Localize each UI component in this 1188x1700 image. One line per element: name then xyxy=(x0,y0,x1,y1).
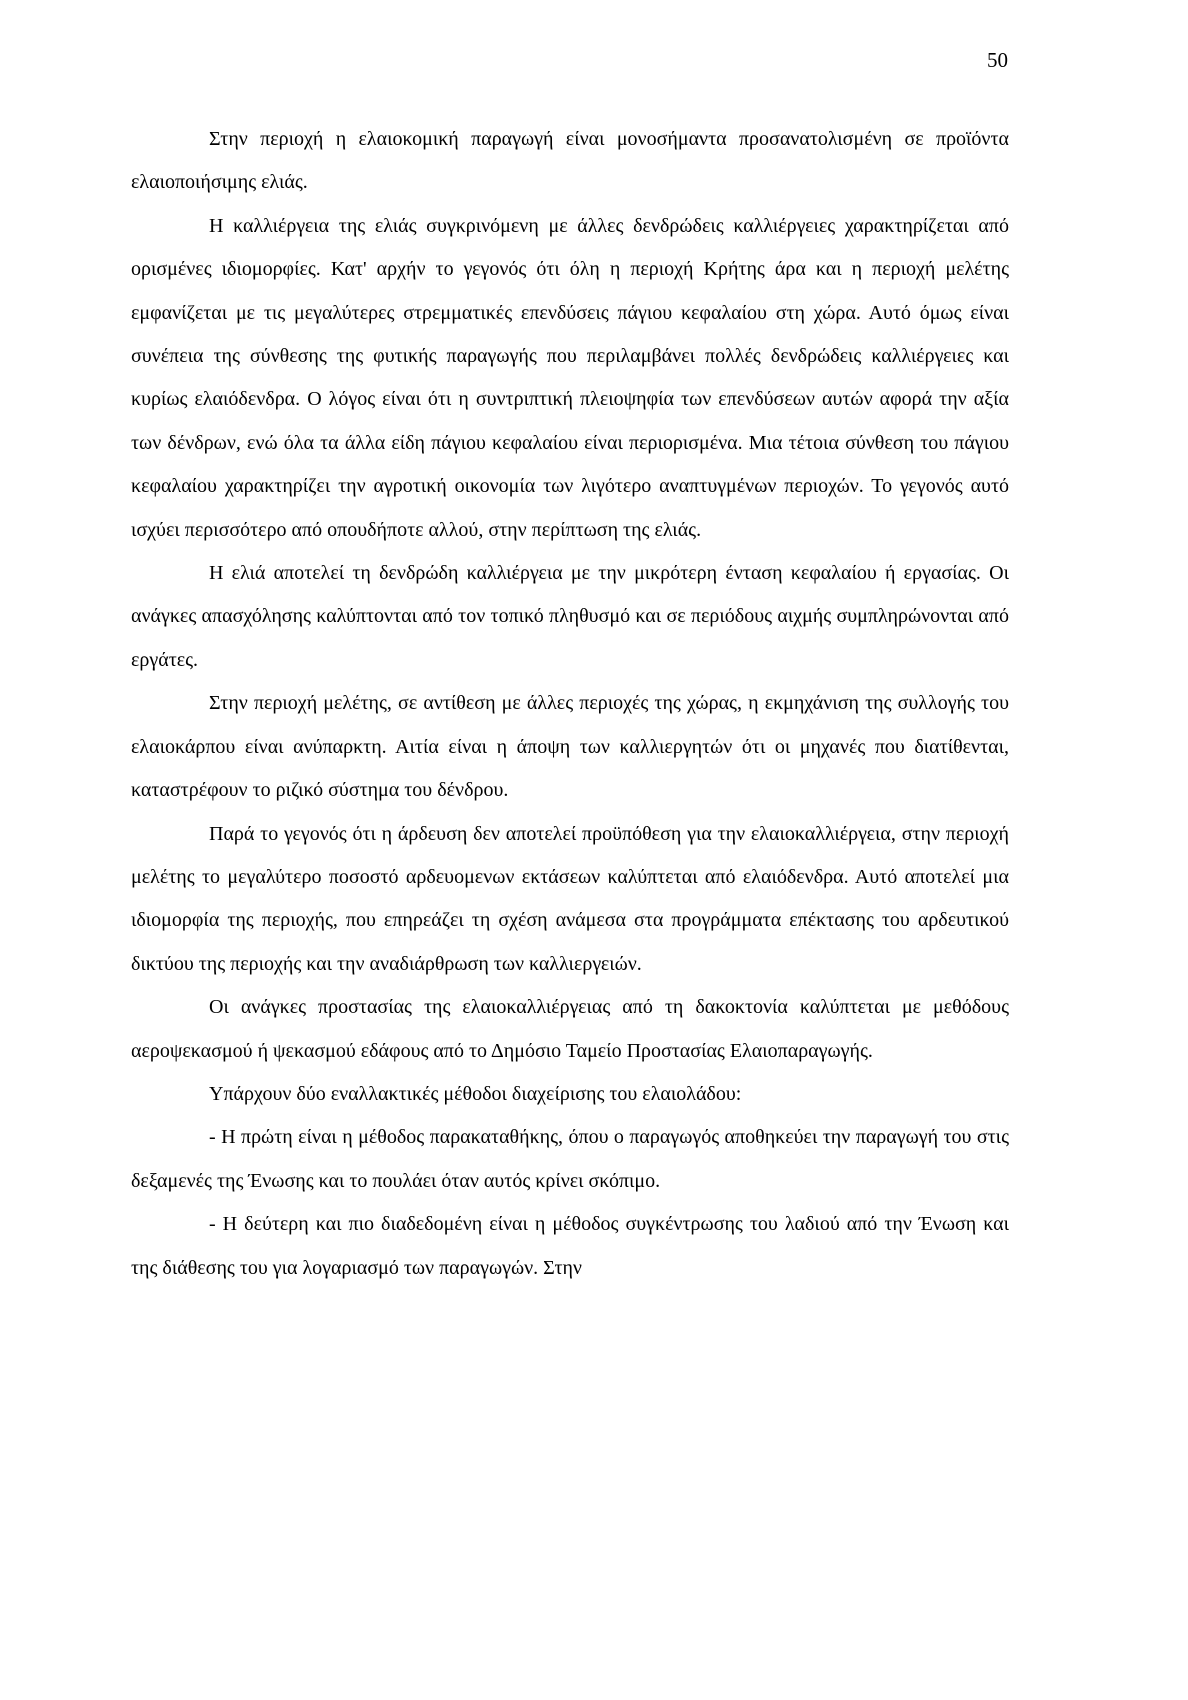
document-body xyxy=(131,118,1009,1290)
list-item-second-method: - Η δεύτερη και πιο διαδεδομένη είναι η μέθοδος συγκέντρωσης του λαδιού από την Ένωση και της διάθεσης του για λογαριασμό των παραγωγών. Στην xyxy=(131,1213,1009,1279)
page-number: 50 xyxy=(987,48,1008,72)
paragraph-management-methods: Υπάρχουν δύο εναλλακτικές μέθοδοι διαχείρισης του ελαιολάδου: xyxy=(209,1082,742,1105)
paragraph-peculiarities: Η καλλιέργεια της ελιάς συγκρινόμενη με άλλες δενδρώδεις καλλιέργειες χαρακτηρίζεται από ορισμένες ιδιομορφίες. Κατ' αρχήν το γεγονός ότι όλη η περιοχή Κρήτης άρα και η περιοχή μελέτης εμφανίζεται με τις μεγαλύτερες στρεμματικές επενδύσεις πάγιου κεφαλαίου στη χώρα. Αυτό όμως είναι συνέπεια της σύνθεσης της φυτικής παραγωγής που περιλαμβάνει πολλές δενδρώδεις καλλιέργειες και κυρίως ελαιόδενδρα. Ο λόγος είναι ότι η συντριπτική πλειοψηφία των επενδύσεων αυτών αφορά την αξία των δένδρων, ενώ όλα τα άλλα είδη πάγιου κεφαλαίου είναι περιορισμένα. Μια τέτοια σύνθεση του πάγιου κεφαλαίου χαρακτηρίζει την αγροτική οικονομία των λιγότερο αναπτυγμένων περιοχών. Το γεγονός αυτό ισχύει περισσότερο από οπουδήποτε αλλού, στην περίπτωση της ελιάς. xyxy=(131,214,1009,541)
paragraph-irrigation: Παρά το γεγονός ότι η άρδευση δεν αποτελεί προϋπόθεση για την ελαιοκαλλιέργεια, στην περιοχή μελέτης το μεγαλύτερο ποσοστό αρδευομενων εκτάσεων καλύπτεται από ελαιόδενδρα. Αυτό αποτελεί μια ιδιομορφία της περιοχής, που επηρεάζει τη σχέση ανάμεσα στα προγράμματα επέκτασης του αρδευτικού δικτύου της περιοχής και την αναδιάρθρωση των καλλιεργειών. xyxy=(131,822,1009,975)
paragraph-orientation: Στην περιοχή η ελαιοκομική παραγωγή είναι μονοσήμαντα προσανατολισμένη σε προϊόντα ελαιοποιήσιμης ελιάς. xyxy=(131,128,1009,194)
list-item-first-method: - Η πρώτη είναι η μέθοδος παρακαταθήκης, όπου ο παραγωγός αποθηκεύει την παραγωγή του στις δεξαμενές της Ένωσης και το πουλάει όταν αυτός κρίνει σκόπιμο. xyxy=(131,1126,1009,1192)
paragraph-capital-intensity: Η ελιά αποτελεί τη δενδρώδη καλλιέργεια με την μικρότερη ένταση κεφαλαίου ή εργασίας. Οι ανάγκες απασχόλησης καλύπτονται από τον τοπικό πληθυσμό και σε περιόδους αιχμής συμπληρώνονται από εργάτες. xyxy=(131,562,1009,671)
paragraph-mechanization: Στην περιοχή μελέτης, σε αντίθεση με άλλες περιοχές της χώρας, η εκμηχάνιση της συλλογής του ελαιοκάρπου είναι ανύπαρκτη. Αιτία είναι η άποψη των καλλιεργητών ότι οι μηχανές που διατίθενται, καταστρέφουν το ριζικό σύστημα του δένδρου. xyxy=(131,692,1009,802)
paragraph-pest-control: Οι ανάγκες προστασίας της ελαιοκαλλιέργειας από τη δακοκτονία καλύπτεται με μεθόδους αεροψεκασμού ή ψεκασμού εδάφους από το Δημόσιο Ταμείο Προστασίας Ελαιοπαραγωγής. xyxy=(131,996,1009,1062)
